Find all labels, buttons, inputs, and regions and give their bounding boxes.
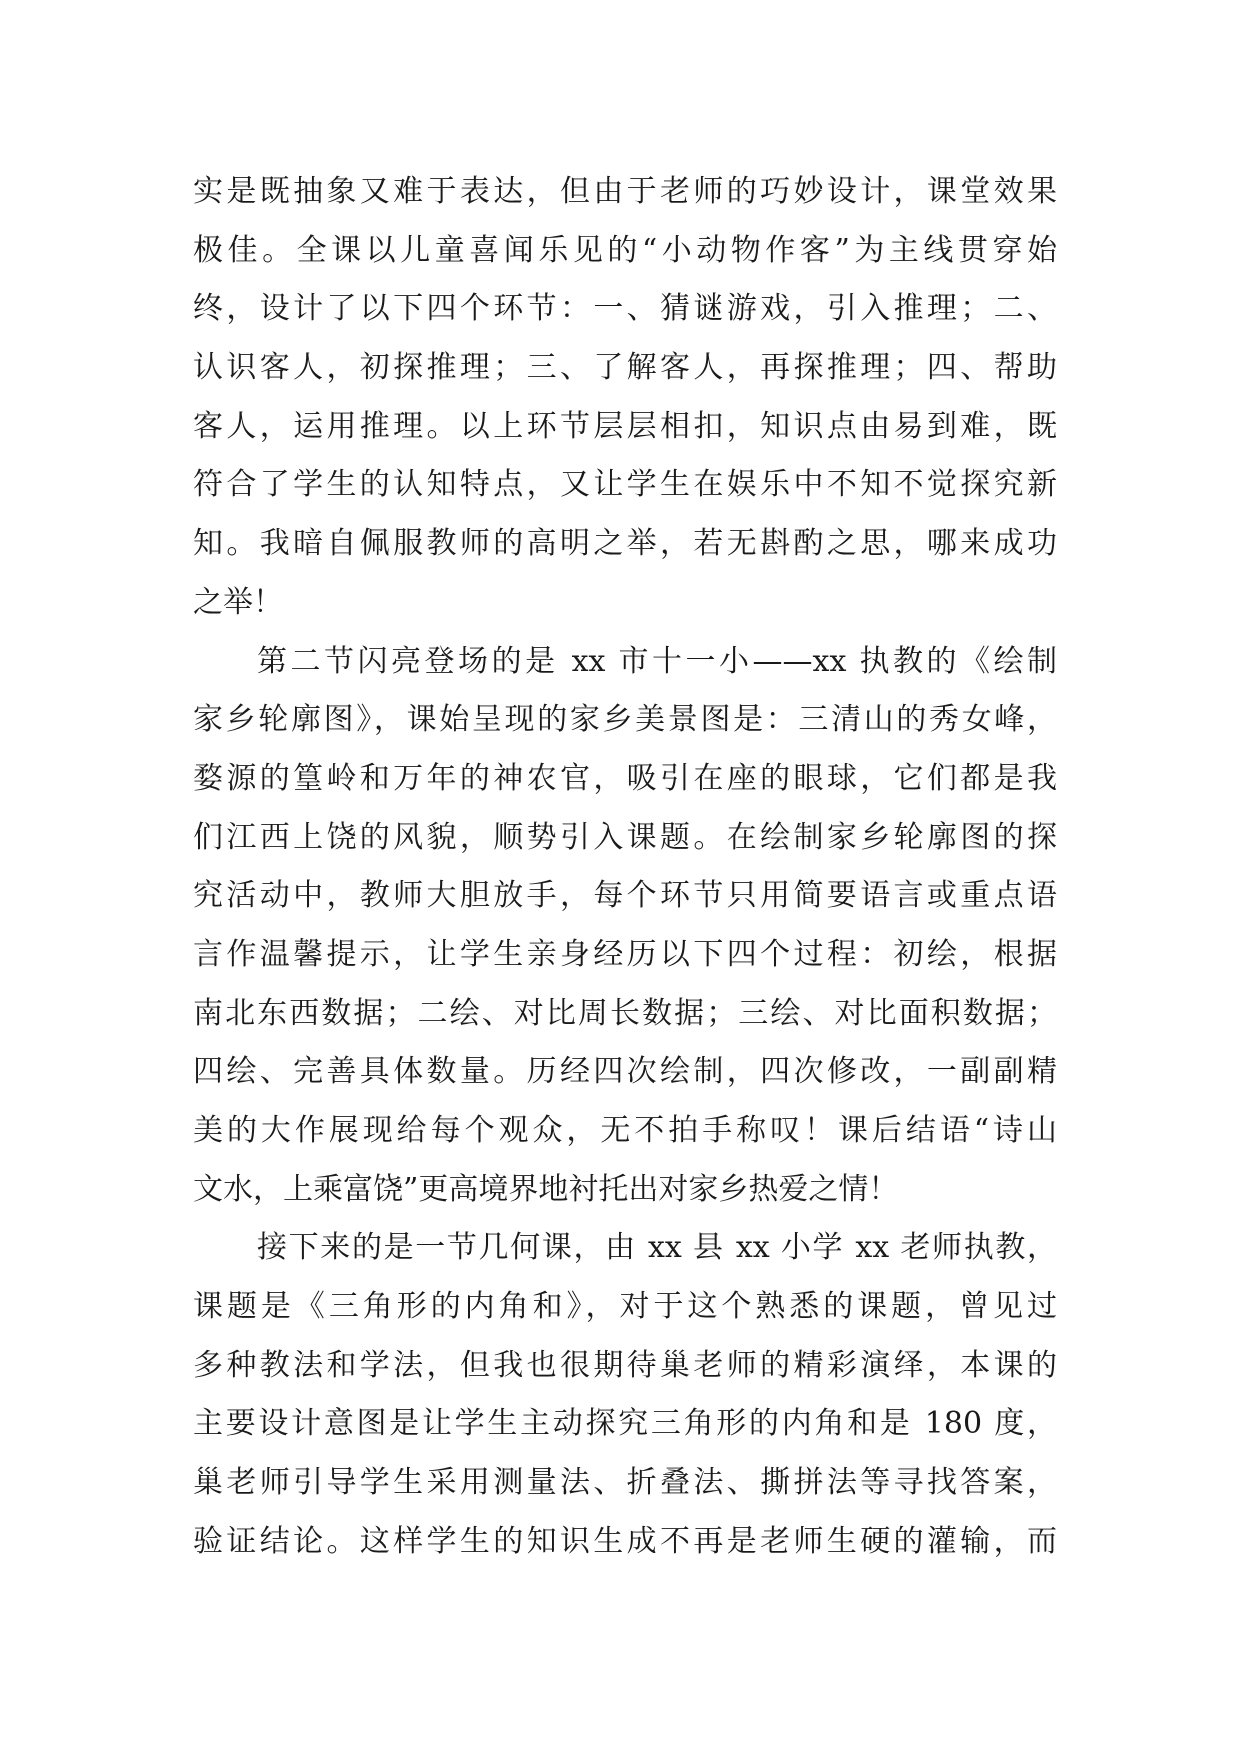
text-line: 认识客人，初探推理；三、了解客人，再探推理；四、帮助 <box>193 350 1057 386</box>
text-line: 多种教法和学法，但我也很期待巢老师的精彩演绎，本课的 <box>193 1347 1057 1383</box>
text-line: 南北东西数据；二绘、对比周长数据；三绘、对比面积数据； <box>193 995 1057 1031</box>
text-line: 美的大作展现给每个观众，无不拍手称叹！课后结语“诗山 <box>193 1113 1057 1148</box>
text-line: 们江西上饶的风貌，顺势引入课题。在绘制家乡轮廓图的探 <box>193 819 1057 855</box>
text-line: 课题是《三角形的内角和》，对于这个熟悉的课题，曾见过 <box>193 1289 1057 1325</box>
text-line: 文水，上乘富饶”更高境界地衬托出对家乡热爱之情！ <box>193 1171 899 1207</box>
text-line: 符合了学生的认知特点，又让学生在娱乐中不知不觉探究新 <box>193 467 1057 503</box>
text-line: 言作温馨提示，让学生亲身经历以下四个过程：初绘，根据 <box>193 936 1057 972</box>
text-line: 婺源的篁岭和万年的神农官，吸引在座的眼球，它们都是我 <box>193 760 1057 796</box>
paragraph-2 <box>193 633 1057 1220</box>
text-line: 巢老师引导学生采用测量法、折叠法、撕拼法等寻找答案， <box>193 1465 1057 1501</box>
text-line: 实是既抽象又难于表达，但由于老师的巧妙设计，课堂效果 <box>193 174 1057 209</box>
text-line: 主要设计意图是让学生主动探究三角形的内角和是 180 度， <box>193 1406 1057 1442</box>
text-line: 之举！ <box>193 584 283 620</box>
text-line: 极佳。全课以儿童喜闻乐见的“小动物作客”为主线贯穿始 <box>193 232 1057 268</box>
text-line: 客人，运用推理。以上环节层层相扣，知识点由易到难，既 <box>193 408 1057 444</box>
text-line: 第二节闪亮登场的是 xx 市十一小——xx 执教的《绘制 <box>257 643 1057 679</box>
text-line: 验证结论。这样学生的知识生成不再是老师生硬的灌输，而 <box>193 1523 1057 1559</box>
text-line: 四绘、完善具体数量。历经四次绘制，四次修改，一副副精 <box>193 1054 1057 1090</box>
text-line: 终，设计了以下四个环节：一、猜谜游戏，引入推理；二、 <box>193 291 1057 327</box>
text-line: 家乡轮廓图》，课始呈现的家乡美景图是：三清山的秀女峰， <box>193 702 1057 738</box>
text-line: 究活动中，教师大胆放手，每个环节只用简要语言或重点语 <box>193 878 1057 914</box>
paragraph-3 <box>193 1219 1057 1571</box>
text-line: 接下来的是一节几何课，由 xx 县 xx 小学 xx 老师执教， <box>257 1230 1057 1266</box>
text-line: 知。我暗自佩服教师的高明之举，若无斟酌之思，哪来成功 <box>193 526 1057 562</box>
paragraph-1 <box>193 163 1057 633</box>
document-body <box>193 163 1057 1572</box>
